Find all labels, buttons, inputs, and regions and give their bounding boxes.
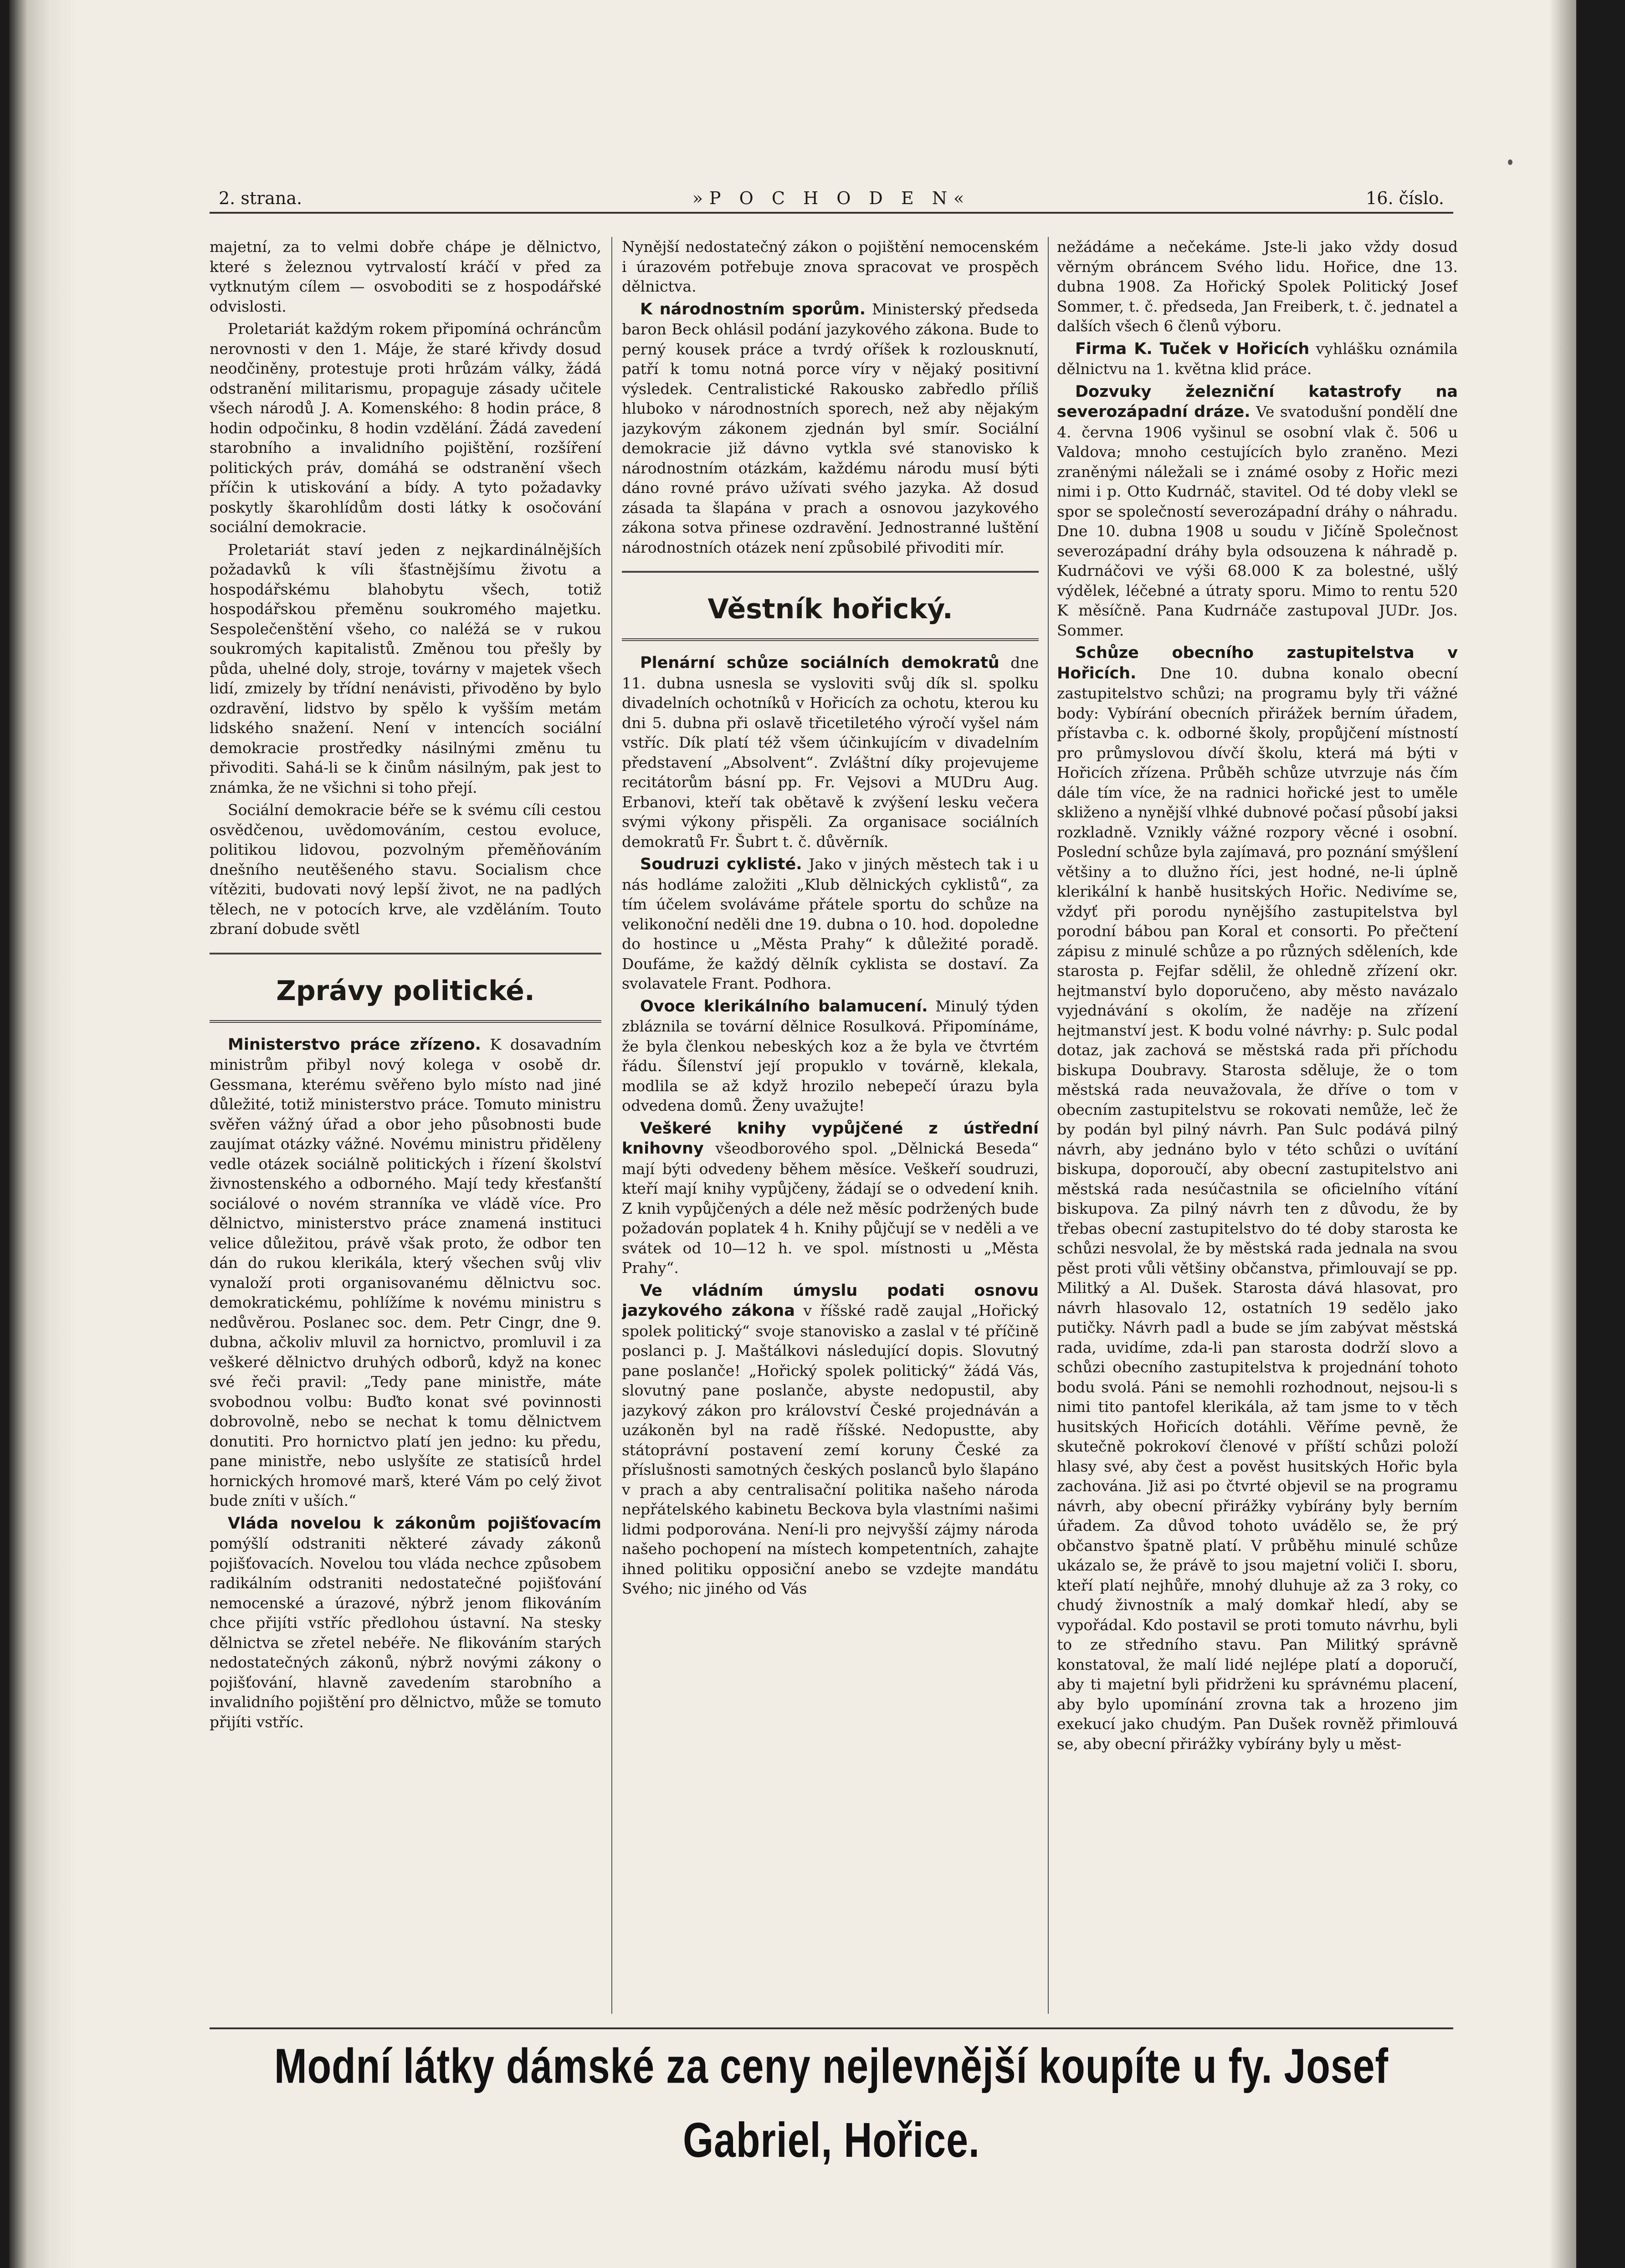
article-paragraph: Nynější nedostatečný zákon o pojištění nemocenském i úrazovém potřebuje znova spracovat ve prospěch dělnictva.	[622, 238, 1039, 295]
column-3	[1057, 237, 1458, 2027]
news-body: Ministerský předseda baron Beck ohlásil podání jazykového zákona. Bude to perný kousek práce a tvrdý oříšek k rozlousknutí, patří k tomu notná porce víry v nějaký positivní výsledek. Centralistické Rakousko zabředlo příliš hluboko v národnostních sporech, než aby nějakým jazykovým zákonem zjednán byl smír. Sociální demokracie již dávno vytkla své stanovisko k národnostním otázkám, každému národu musí býti dáno rovné právo užívati svého jazyka. Až dosud zásada ta šlapána v prach a osnovou jazykového zákona sotva přinese ozdravění. Jednostranné luštění národnostních otázek není způsobilé přivoditi mír.	[622, 300, 1039, 556]
news-headline: Ministerstvo práce zřízeno.	[228, 1035, 481, 1054]
news-item	[1057, 382, 1458, 641]
news-headline: Dozvuky železniční katastrofy na severozápadní dráze.	[1057, 382, 1458, 421]
page-header	[210, 185, 1453, 214]
column-2	[622, 237, 1039, 2027]
page-edge	[1549, 0, 1576, 2268]
news-item	[622, 996, 1039, 1116]
news-headline: Ve vládním úmyslu podati osnovu jazykového zákona	[622, 1281, 1039, 1320]
masthead-title: »P O C H O D E N«	[692, 188, 971, 208]
column-1	[210, 237, 601, 2027]
news-body: Jako v jiných městech tak i u nás hodláme založiti „Klub dělnických cyklistů“, za tím účelem svoláváme přátele sportu do schůze na velikonoční neděli dne 19. dubna o 10. hod. dopoledne do hostince u „Města Prahy“ k důležité poradě. Doufáme, že každý dělník cyklista se dostaví. Za svolavatele Frant. Podhora.	[622, 855, 1039, 992]
article-paragraph: majetní, za to velmi dobře chápe je dělnictvo, které s železnou vytrvalostí kráčí v před za vytknutým cílem — osvoboditi se z hospodářské odvislosti.	[210, 238, 601, 315]
news-body: všeodborového spol. „Dělnická Beseda“ mají býti odvedeny během měsíce. Veškeří soudruzi, kteří mají knihy vypůjčeny, žádají se o odvedení knih. Z knih vypůjčených a déle než měsíc podržených bude požadován poplatek 4 h. Knihy půjčují se v neděli a ve svátek od 10—12 h. ve spol. místnosti u „Města Prahy“.	[622, 1139, 1039, 1277]
binding-shadow	[9, 0, 77, 2268]
news-headline: K národnostním sporům.	[640, 300, 866, 318]
news-item	[622, 653, 1039, 852]
news-headline: Schůze obecního zastupitelstva v Hořicích.	[1057, 644, 1458, 682]
column-rule	[611, 237, 612, 2014]
page-number: 2. strana.	[219, 188, 302, 208]
article-paragraph: Proletariát staví jeden z nejkardinálnějších požadavků k víli šťastnějšímu životu a hospodářskému blahobytu všech, totiž hospodářskou přeměnu soukromého majetku. Sespolečenštění všeho, co naléžá se v rukou soukromých kapitalistů. Změnou tou přešly by půda, uhelné doly, stroje, továrny v majetek všech lidí, zmizely by třídní nenávisti, přivoděno by bylo ozdravění, lidstvo by spělo k vyšším metám lidského snažení. Není v intencích sociální demokracie prostředky násilnými změnu tu přivoditi. Sahá-li se k činům násilným, pak jest to známka, že ne všichni si toho přejí.	[210, 540, 601, 796]
news-body: Dne 10. dubna konalo obecní zastupitelstvo schůzi; na programu byly tři vážné body: Vybírání obecních přirážek berním úřadem, přístavba c. k. odborné školy, propůjčení místností pro průmyslovou dívčí školu, která má býti v Hořicích zřízena. Průběh schůze utvrzuje nás čím dále tím více, že na radnici hořické jest to uměle skliženo a nynější vlhké dubnové počasí působí jaksi rozkladně. Vznikly vážné rozpory věcné i osobní. Poslední schůze byla zajímavá, pro poznání smýšlení většiny a to dlužno říci, jest hodné, ne-li úplně klerikální k hanbě husitských Hořic. Nedivíme se, vždyť při porodu nynějšího zastupitelstva byl porodní bábou pan Koral et consorti. Po přečtení zápisu z minulé schůze a po různých sděleních, kde starosta p. Fejfar sdělil, že ohledně zřízení okr. hejtmanství bylo doporučeno, aby město navázalo vyjednávání s okolím, že naděje na zřízení hejtmanství jest. K bodu volné návrhy: p. Sulc podal dotaz, jak zachová se městská rada při příchodu biskupa Doubravy. Starosta sděluje, že o tom městská rada neuvažovala, že dříve o tom v obecním zastupitelstvu se rokovati nemůže, leč že by podán byl pilný návrh. Pan Sulc podává pilný návrh, aby jednáno bylo v této schůzi o uvítání biskupa, doporoučí, aby obecní zastupitelstvo ani městská rada nesúčastnila se oficielního vítání biskupova. Za pilný návrh ten z důvodu, že by třebas obecní zastupitelstvo do té doby starosta ke schůzi nesvolal, že by městská rada jednala na svou pěst proti vůli většiny občanstva, přimlouvají se pp. Militký a Al. Dušek. Starosta dává hlasovat, pro návrh hlasovalo 12, ostatních 19 sedělo jako putičky. Návrh padl a bude se jím zabývat městská rada, uvidíme, zda-li pan starosta dodrží slovo a schůzi obecního zastupitelstva k projednání tohoto bodu svolá. Páni se nemohli rozhodnout, nejsou-li s nimi tito pantofel klerikála, až tam jsme to v těch husitských Hořicích dotáhli. Věříme pevně, že skutečně pokrokoví členové v příští schůzi položí hlasy své, aby čest a pověst husitských Hořic byla zachována. Již asi po čtvrté objevil se na programu návrh, aby obecní přirážky vybírány byly berním úřadem. Za důvod tohoto uvádělo se, že prý občanstvo špatně platí. V průběhu minulé schůze ukázalo se, že právě to jsou majetní voliči I. sboru, kteří platí nejhůře, mnohý dluhuje až za 3 roky, co chudý živnostník a malý domkař hledí, aby se vypořádal. Kdo postavil se proti tomuto návrhu, byli to ze středního stavu. Pan Militký správně konstatoval, že malí lidé nejlépe platí a doporučí, aby ti majetní byli přidrženi ku správnému placení, aby bylo upomínání zrovna tak a hrozeno jim exekucí jako chudým. Pan Dušek rovněž přimlouvá se, aby obecní přirážky vybírány byly u měst-	[1057, 664, 1458, 1753]
issue-number: 16. číslo.	[1366, 188, 1444, 208]
news-body: v říšské radě zaujal „Hořický spolek politický“ svoje stanovisko a zaslal v té příčině poslanci p. J. Maštálkovi následující dopis. Slovutný pane poslanče! „Hořický spolek politický“ žádá Vás, slovutný pane poslanče, abyste nedopustil, aby jazykový zákon pro království České projednáván a uzákoněn byl na radě říšské. Nedopustte, aby státoprávní postavení zemí koruny České za příslušnosti samotných českých poslanců bylo šlapáno v prach a aby centralisační politika našeho národa nepřátelského kabinetu Beckova byla vlastními našimi lidmi podporována. Není-li pro nejvyšší zájmy národa našeho pochopení na místech kompetentních, zahajte ihned politiku opposiční anebo se vzdejte mandátu Svého; nic jiného od Vás	[622, 1302, 1039, 1597]
news-headline: Soudruzi cyklisté.	[640, 855, 802, 873]
newspaper-page	[9, 0, 1576, 2268]
news-headline: Ovoce klerikálního balamucení.	[640, 997, 928, 1016]
news-item	[622, 1119, 1039, 1278]
news-body: Ve svatodušní pondělí dne 4. června 1906 vyšinul se osobní vlak č. 506 u Valdova; mnoho cestujících bylo zraněno. Mezi zraněnými náležali se i známé osoby z Hořic mezi nimi i p. Otto Kudrnáč, stavitel. Od té doby vlekl se spor se společností severozápadní dráhy o náhradu. Dne 10. dubna 1908 u soudu v Jičíně Společnost severozápadní dráhy byla odsouzena k náhradě p. Kudrnáčovi ve výši 68.000 K za bolestné, ušlý výdělek, léčebné a útraty sporu. Mimo to rentu 520 K měsíčně. Pana Kudrnáče zastupoval JUDr. Jos. Sommer.	[1057, 403, 1458, 639]
news-body: pomýšlí odstraniti některé závady zákonů pojišťovacích. Novelou tou vláda nechce způsobem radikálním odstraniti nedostatečné pojišťování nemocenské a úrazové, nýbrž jenom flikováním chce přijíti vstříc předlohou ústavní. Na stesky dělnictva se zřetel nebéře. Ne flikováním starých nedostatečných zákonů, nýbrž novými zákony o pojišťování, hlavně zavedením starobního a invalidního pojištění pro dělnictvo, může se tomuto přijíti vstříc.	[210, 1534, 601, 1731]
article-paragraph: Sociální demokracie béře se k svému cíli cestou osvědčenou, uvědomováním, cestou evoluce, politikou lidovou, pozvolným přeměňováním dnešního neutěšeného stavu. Socialism chce vítěziti, budovati nový lepší život, ne na padlých tělech, ne v potocích krve, ale vzděláním. Touto zbraní dobude světl	[210, 801, 601, 938]
news-body: dne 11. dubna usnesla se vysloviti svůj dík sl. spolku divadelních ochotníků v Hořicích za ochotu, kterou ku dni 5. dubna při oslavě třicetiletého výročí vyšel nám vstříc. Dík platí též všem účinkujícím v divadelním představení „Absolvent“. Zvláštní díky projevujeme recitátorům básní pp. Fr. Vejsovi a MUDru Aug. Erbanovi, kteří tak obětavě k zvýšení lesku večera svými výkony přispěli. Za organisace sociálních demokratů Fr. Šubrt t. č. důvěrník.	[622, 654, 1039, 851]
paper-speck	[1508, 159, 1512, 165]
article-paragraph: Proletariát každým rokem připomíná ochráncům nerovnosti v den 1. Máje, že staré křivdy dosud neodčiněny, protestuje proti hrůzám války, žádá odstranění militarismu, propaguje zásady učitele všech národů J. A. Komenského: 8 hodin práce, 8 hodin odpočinku, 8 hodin vzdělání. Žádá zavedení starobního a invalidního pojištění, rozšíření politických práv, domáhá se odstranění všech příčin k utiskování a bídy. A tyto požadavky poskytly škarohlídům dosti látky k osočování sociální demokracie.	[210, 320, 601, 536]
news-item	[622, 1281, 1039, 1599]
news-body: Minulý týden zbláznila se tovární dělnice Rosulková. Připomínáme, že byla členkou nebeských koz a že byla ve čtvrtém řádu. Šílenství její propuklo v továrně, klekala, modlila se až když hrozilo nebepečí úrazu byla odvedena domů. Ženy uvažujte!	[622, 997, 1039, 1114]
article-paragraph: nežádáme a nečekáme. Jste-li jako vždy dosud věrným obráncem Svého lidu. Hořice, dne 13. dubna 1908. Za Hořický Spolek Politický Josef Sommer, t. č. předseda, Jan Freiberk, t. č. jednatel a dalších všech 6 členů výboru.	[1057, 238, 1458, 335]
news-body: K dosavadním ministrům přibyl nový kolega v osobě dr. Gessmana, kterému svěřeno bylo místo nad jiné důležité, totiž ministerstvo práce. Tomuto ministru svěřen vážný úřad a obor jeho působnosti bude zaujímat otázky vážné. Novému ministru přiděleny vedle otázek sociálně politických i řízení školství živnostenského a odborného. Mají tedy křesťanští sociálové o novém stranníka ve vládě více. Pro dělnictvo, ministerstvo práce znamená instituci velice důležitou, právě však proto, že odbor ten dán do rukou klerikála, který všechen svůj vliv vynaloží proti organisovanému dělnictvu soc. demokratickému, pohlížíme k novému ministru s nedůvěrou. Poslanec soc. dem. Petr Cingr, dne 9. dubna, ačkoliv mluvil za hornictvo, promluvil i za veškeré dělnictvo druhých odborů, když na konec své řeči pravil: „Tedy pane ministře, máte svobodnou volbu: Buďto konat své povinnosti dobrovolně, nebo se nechat k tomu dělnictvem donutiti. Pro hornictvo platí jen jedno: ku předu, pane ministře, nebo uslyšíte ze statisíců hrdel hornických hromové marš, které Vám po celý život bude zníti v uších.“	[210, 1035, 601, 1509]
news-item	[210, 1514, 601, 1732]
news-item	[1057, 643, 1458, 1754]
news-headline: Plenární schůze sociálních demokratů	[640, 654, 1000, 672]
news-item	[622, 299, 1039, 558]
advertisement-banner: Modní látky dámské za ceny nejlevnější koupíte u fy. Josef Gabriel, Hořice.	[274, 2039, 1389, 2168]
news-body: vyhlášku oznámila dělnictvu na 1. května klid práce.	[1057, 339, 1458, 378]
news-headline: Vláda novelou k zákonům pojišťovacím	[228, 1514, 601, 1533]
news-headline: Firma K. Tuček v Hořicích	[1075, 339, 1310, 358]
column-rule	[1048, 237, 1049, 2014]
section-title-politics: Zprávy politické.	[210, 953, 601, 1023]
news-item	[622, 854, 1039, 994]
section-title-local: Věstník hořický.	[622, 571, 1039, 641]
news-headline: Veškeré knihy vypůjčené z ústřední knihovny	[622, 1119, 1039, 1158]
news-item	[210, 1035, 601, 1511]
news-item	[1057, 339, 1458, 379]
